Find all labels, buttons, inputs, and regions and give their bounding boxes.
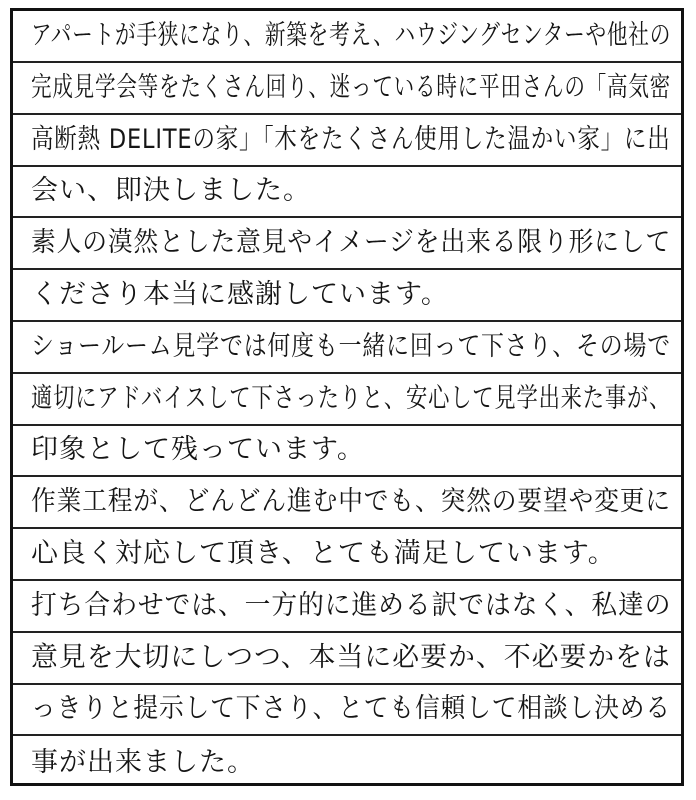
letter-line (13, 736, 681, 788)
letter-line (13, 581, 681, 633)
letter-line (13, 115, 681, 167)
letter-line (13, 270, 681, 322)
letter-line-text: 心良く対応して頂き、とても満足しています。 (31, 538, 616, 569)
letter-line-text: くださり本当に感謝しています。 (31, 279, 449, 310)
letter-line-text: 印象として残っています。 (31, 434, 365, 466)
letter-line-text: っきりと提示して下さり、とても信頼して相談し決める (31, 693, 671, 725)
letter-line (13, 322, 681, 374)
letter-line (13, 425, 681, 477)
handwritten-letter (10, 8, 684, 786)
letter-line (13, 633, 681, 685)
letter-line-text: 完成見学会等をたくさん回り、迷っている時に平田さんの「高気密 (31, 71, 671, 103)
letter-line-text: 素人の漠然とした意見やイメージを出来る限り形にして (31, 227, 672, 259)
letter-line-text: 作業工程が、どんどん進む中でも、突然の要望や変更に (31, 486, 671, 518)
letter-line (13, 374, 681, 426)
letter-line (13, 529, 681, 581)
letter-line (13, 166, 681, 218)
letter-line-text: 会い、即決しました。 (31, 175, 311, 207)
letter-line (13, 63, 681, 115)
letter-line (13, 218, 681, 270)
letter-line-text: 適切にアドバイスして下さったりと、安心して見学出来た事が、 (31, 382, 672, 414)
letter-line-text: 事が出来ました。 (31, 747, 255, 779)
letter-line (13, 684, 681, 736)
letter-line (13, 11, 681, 63)
letter-line-text: 打ち合わせでは、一方的に進める訳ではなく、私達の (31, 589, 672, 621)
letter-line-text: 意見を大切にしつつ、本当に必要か、不必要かをは (31, 641, 671, 673)
letter-line-text: 高断熱 DELITEの家」「木をたくさん使用した温かい家」に出 (31, 123, 671, 155)
letter-line (13, 477, 681, 529)
letter-line-text: ショールーム見学では何度も一緒に回って下さり、その場で (31, 330, 671, 362)
letter-line-text: アパートが手狭になり、新築を考え、ハウジングセンターや他社の (31, 20, 672, 51)
